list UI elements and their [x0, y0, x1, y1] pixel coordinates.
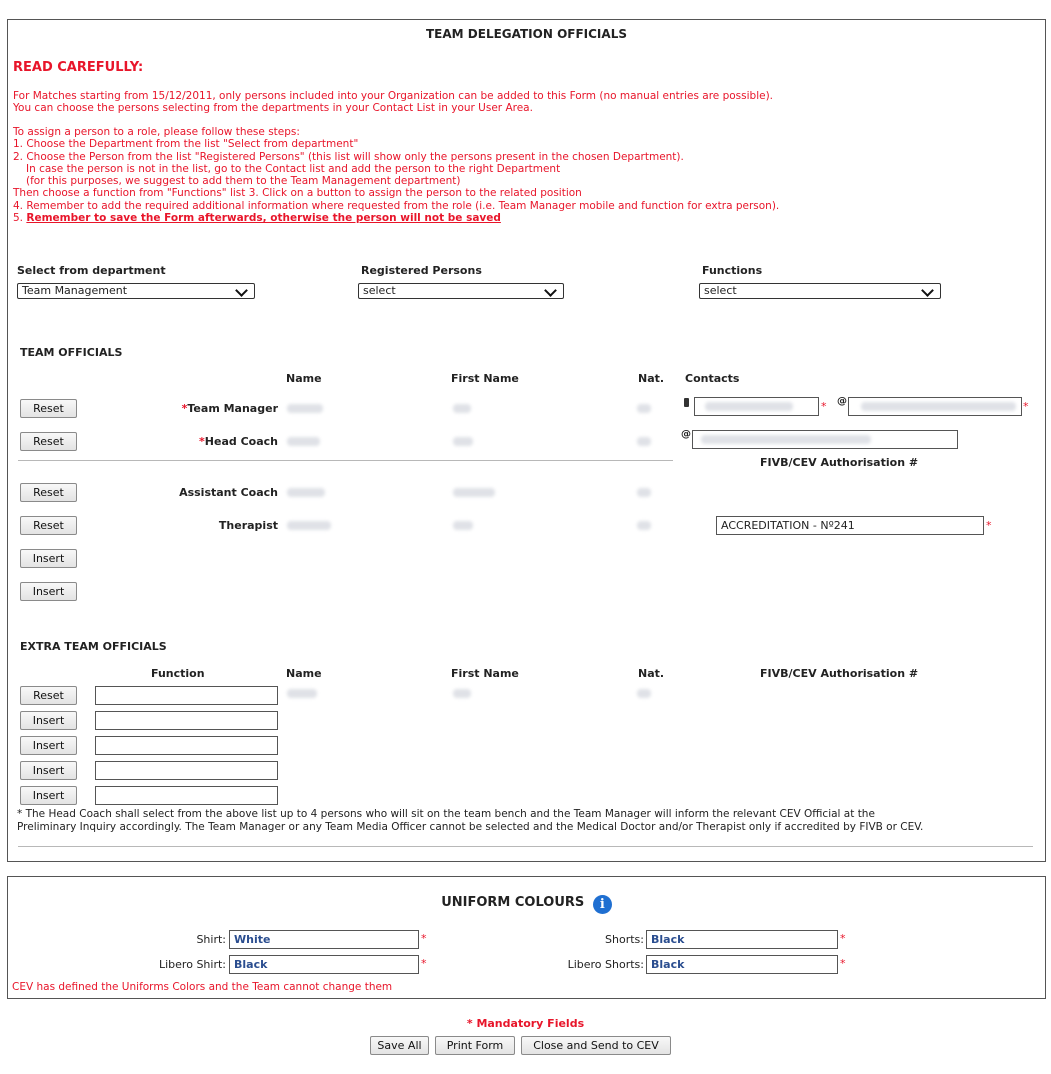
- save-reminder: Remember to save the Form afterwards, otherwise the person will not be saved: [26, 212, 501, 225]
- col-name: Name: [286, 372, 322, 385]
- extra-function-input[interactable]: [95, 736, 278, 755]
- insert-extra-official-button[interactable]: Insert: [20, 761, 77, 780]
- libero-shorts-input[interactable]: Black: [646, 955, 838, 974]
- extra-function-input[interactable]: [95, 786, 278, 805]
- col-authorisation: FIVB/CEV Authorisation #: [760, 667, 919, 680]
- therapist-label: Therapist: [218, 519, 278, 532]
- extra-official-first-name: [453, 689, 471, 698]
- steps-paragraph: To assign a person to a role, please follow these steps: 1. Choose the Department from the list "Select from department" 2. Choose the Person from the list "Registered Persons" (this list will show only the persons present in the chosen Department). In case the person is not in the list, go to the Contact list and add the person to the right Department (for this purposes, we suggest to add them to the Team Management department) Then choose a function from "Functions" list 3. Click on a button to assign the person to the related position 4. Remember to add the required additional information where requested from the role (i.e. Team Manager mobile and function for extra person). 5. Remember to save the Form afterwards, otherwise the person will not be saved: [13, 126, 780, 225]
- required-star: *: [421, 957, 427, 970]
- close-send-button[interactable]: Close and Send to CEV: [521, 1036, 671, 1055]
- read-carefully-heading: READ CAREFULLY:: [13, 60, 144, 75]
- chevron-down-icon: [235, 284, 248, 297]
- shirt-input[interactable]: White: [229, 930, 419, 949]
- extra-official-name: [287, 689, 317, 698]
- team-officials-heading: TEAM OFFICIALS: [20, 346, 123, 359]
- extra-function-input[interactable]: [95, 761, 278, 780]
- uniform-note: CEV has defined the Uniforms Colors and the Team cannot change them: [12, 981, 393, 993]
- email-icon: @: [837, 396, 847, 407]
- extra-official-nat: [637, 689, 651, 698]
- required-star: *: [840, 957, 846, 970]
- bench-note: * The Head Coach shall select from the above list up to 4 persons who will sit on the team bench and the Team Manager will inform the relevant CEV Official at the Preliminary Inquiry accordingly. The Team Manager or any Team Media Officer cannot be selected and the Medical Doctor and/or Therapist only if accredited by FIVB or CEV.: [17, 808, 924, 833]
- therapist-first-name: [453, 521, 473, 530]
- team-manager-email-input[interactable]: [848, 397, 1022, 416]
- functions-select[interactable]: select: [699, 283, 941, 299]
- page-title: TEAM DELEGATION OFFICIALS: [426, 27, 627, 41]
- libero-shirt-input[interactable]: Black: [229, 955, 419, 974]
- team-delegation-panel: [7, 19, 1046, 862]
- required-star: *: [421, 932, 427, 945]
- head-coach-email-input[interactable]: [692, 430, 958, 449]
- reset-therapist-button[interactable]: Reset: [20, 516, 77, 535]
- divider: [18, 846, 1033, 847]
- info-icon[interactable]: i: [593, 895, 612, 914]
- insert-extra-official-button[interactable]: Insert: [20, 786, 77, 805]
- head-coach-nat: [637, 437, 651, 446]
- insert-official-button-1[interactable]: Insert: [20, 549, 77, 568]
- assistant-coach-nat: [637, 488, 651, 497]
- team-manager-label: *Team Manager: [181, 402, 278, 415]
- extra-function-input[interactable]: [95, 686, 278, 705]
- intro-paragraph: For Matches starting from 15/12/2011, only persons included into your Organization can be added to this Form (no manual entries are possible). You can choose the persons selecting from the departments in your Contact List in your User Area.: [13, 90, 774, 115]
- divider: [18, 460, 673, 461]
- col-nat: Nat.: [638, 372, 665, 385]
- col-function: Function: [151, 667, 205, 680]
- required-star: *: [986, 519, 992, 532]
- chevron-down-icon: [921, 284, 934, 297]
- extra-function-input[interactable]: [95, 711, 278, 730]
- mandatory-fields-note: * Mandatory Fields: [466, 1017, 585, 1030]
- col-first-name: First Name: [451, 667, 519, 680]
- reset-team-manager-button[interactable]: Reset: [20, 399, 77, 418]
- libero-shorts-label: Libero Shorts:: [567, 958, 644, 971]
- head-coach-name: [287, 437, 320, 446]
- col-nat: Nat.: [638, 667, 665, 680]
- insert-official-button-2[interactable]: Insert: [20, 582, 77, 601]
- insert-extra-official-button[interactable]: Insert: [20, 711, 77, 730]
- team-manager-nat: [637, 404, 651, 413]
- required-star: *: [821, 400, 827, 413]
- save-all-button[interactable]: Save All: [370, 1036, 429, 1055]
- shorts-input[interactable]: Black: [646, 930, 838, 949]
- uniform-colours-panel: [7, 876, 1046, 999]
- registered-persons-label: Registered Persons: [361, 264, 482, 277]
- head-coach-first-name: [453, 437, 473, 446]
- therapist-authorisation-input[interactable]: ACCREDITATION - Nº241: [716, 516, 984, 535]
- reset-head-coach-button[interactable]: Reset: [20, 432, 77, 451]
- email-icon: @: [681, 429, 691, 440]
- therapist-name: [287, 521, 331, 530]
- col-first-name: First Name: [451, 372, 519, 385]
- required-star: *: [840, 932, 846, 945]
- libero-shirt-label: Libero Shirt:: [159, 958, 226, 971]
- extra-officials-heading: EXTRA TEAM OFFICIALS: [20, 640, 167, 653]
- registered-persons-select[interactable]: select: [358, 283, 564, 299]
- assistant-coach-label: Assistant Coach: [179, 486, 278, 499]
- required-star: *: [1023, 400, 1029, 413]
- head-coach-label: *Head Coach: [199, 435, 278, 448]
- team-manager-mobile-input[interactable]: [694, 397, 819, 416]
- reset-extra-official-button[interactable]: Reset: [20, 686, 77, 705]
- department-label: Select from department: [17, 264, 166, 277]
- therapist-nat: [637, 521, 651, 530]
- department-select[interactable]: Team Management: [17, 283, 255, 299]
- mobile-icon: [684, 398, 689, 407]
- print-form-button[interactable]: Print Form: [435, 1036, 515, 1055]
- assistant-coach-first-name: [453, 488, 495, 497]
- col-name: Name: [286, 667, 322, 680]
- col-contacts: Contacts: [685, 372, 740, 385]
- team-manager-first-name: [453, 404, 471, 413]
- assistant-coach-name: [287, 488, 325, 497]
- uniform-title: UNIFORM COLOURS i: [8, 895, 1045, 914]
- functions-label: Functions: [702, 264, 763, 277]
- col-authorisation: FIVB/CEV Authorisation #: [760, 456, 919, 469]
- team-manager-name: [287, 404, 323, 413]
- shirt-label: Shirt:: [196, 933, 226, 946]
- chevron-down-icon: [544, 284, 557, 297]
- insert-extra-official-button[interactable]: Insert: [20, 736, 77, 755]
- shorts-label: Shorts:: [605, 933, 644, 946]
- reset-assistant-coach-button[interactable]: Reset: [20, 483, 77, 502]
